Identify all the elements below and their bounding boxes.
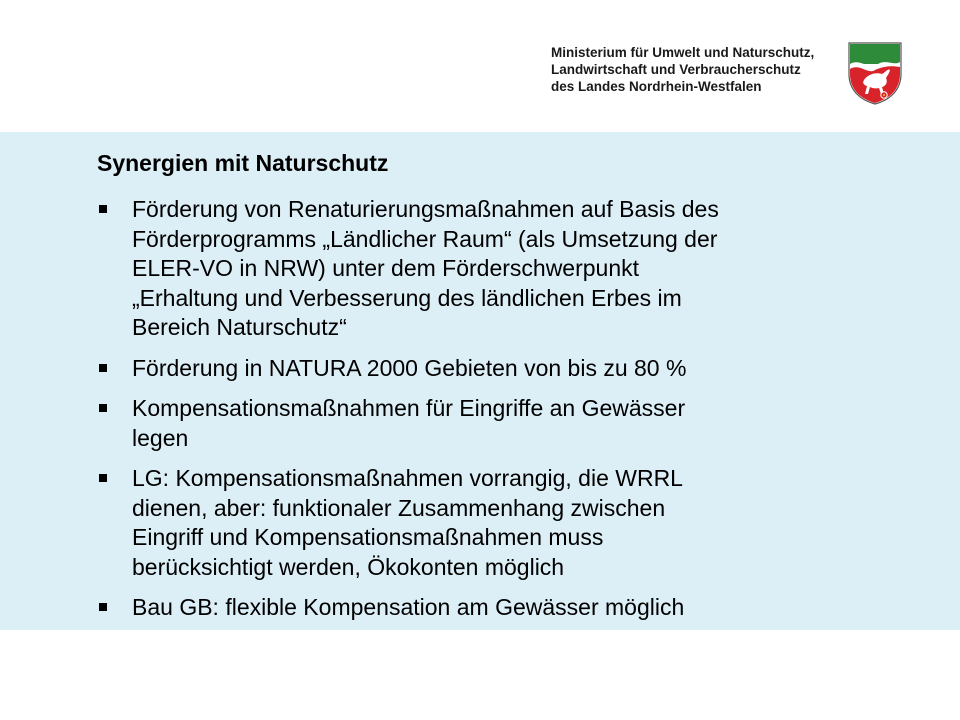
ministry-line-2: Landwirtschaft und Verbraucherschutz bbox=[551, 62, 801, 77]
bullet-line: ELER-VO in NRW) unter dem Förderschwerpunkt bbox=[132, 255, 640, 281]
slide-title: Synergien mit Naturschutz bbox=[97, 150, 389, 176]
bullet-item bbox=[97, 593, 897, 623]
square-bullet-icon bbox=[99, 474, 107, 482]
bullet-line: LG: Kompensationsmaßnahmen vorrangig, die WRRL bbox=[132, 465, 683, 491]
bullet-line: berücksichtigt werden, Ökokonten möglich bbox=[132, 553, 565, 580]
bullet-line: legen bbox=[132, 424, 189, 451]
square-bullet-icon bbox=[99, 364, 107, 372]
nrw-coat-of-arms-icon bbox=[846, 40, 904, 106]
bullet-line: Bau GB: flexible Kompensation am Gewässer möglich bbox=[132, 594, 685, 620]
bullet-line: Kompensationsmaßnahmen für Eingriffe an Gewässer bbox=[132, 395, 686, 421]
bullet-line: Eingriff und Kompensationsmaßnahmen muss bbox=[132, 524, 604, 550]
square-bullet-icon bbox=[99, 603, 107, 611]
bullet-item bbox=[97, 394, 897, 453]
bullet-item bbox=[97, 464, 897, 582]
bullet-item bbox=[97, 195, 897, 343]
bullet-line: Förderung in NATURA 2000 Gebieten von bis zu 80 % bbox=[132, 354, 687, 381]
ministry-line-1: Ministerium für Umwelt und Naturschutz, bbox=[551, 45, 815, 60]
ministry-header bbox=[0, 0, 960, 132]
bullet-list bbox=[97, 195, 897, 623]
bullet-line: „Erhaltung und Verbesserung des ländlichen Erbes im bbox=[132, 284, 682, 311]
bullet-line: Förderung von Renaturierungsmaßnahmen auf Basis des bbox=[132, 196, 719, 222]
bullet-line: Förderprogramms „Ländlicher Raum“ (als Umsetzung der bbox=[132, 225, 718, 252]
bullet-item bbox=[97, 354, 897, 384]
ministry-line-3: des Landes Nordrhein-Westfalen bbox=[551, 79, 762, 94]
square-bullet-icon bbox=[99, 404, 107, 412]
square-bullet-icon bbox=[99, 205, 107, 213]
bullet-line: Bereich Naturschutz“ bbox=[132, 314, 347, 340]
bullet-line: dienen, aber: funktionaler Zusammenhang zwischen bbox=[132, 494, 666, 521]
ministry-name bbox=[551, 44, 814, 95]
